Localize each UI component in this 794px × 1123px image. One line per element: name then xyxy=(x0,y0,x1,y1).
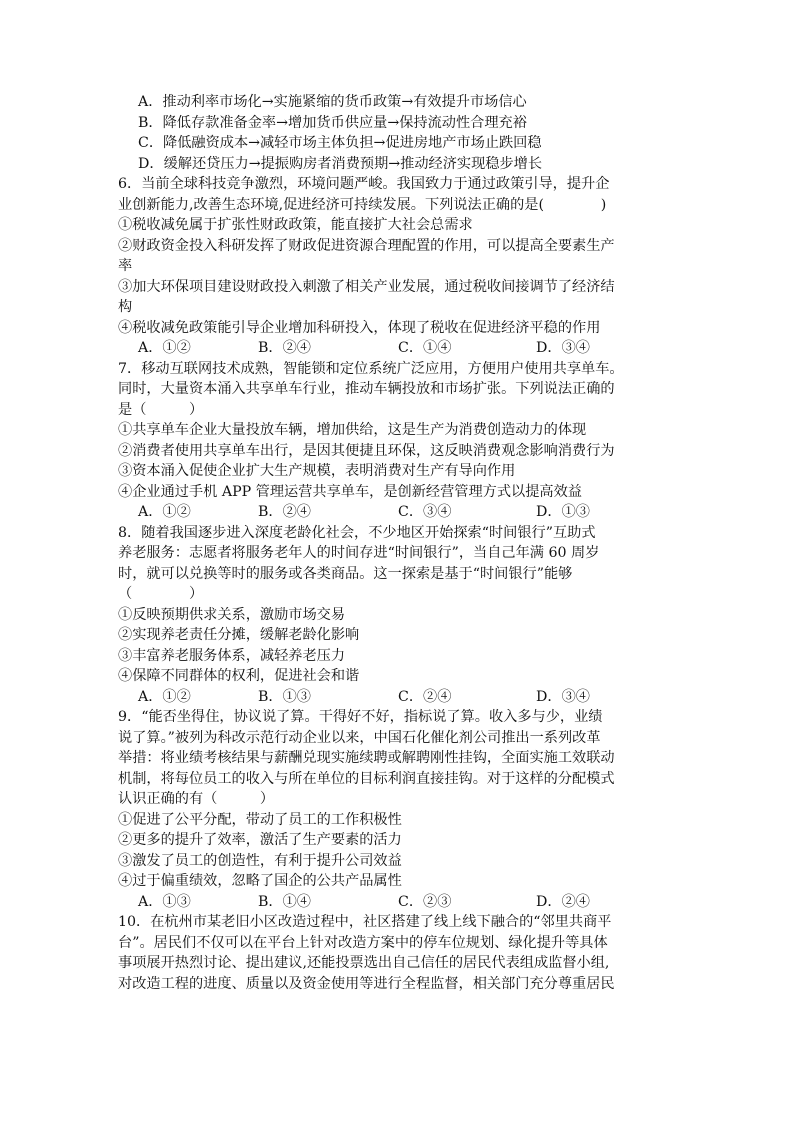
q9-choice-b: B．①④ xyxy=(258,893,311,910)
q7-choice-b: B．②④ xyxy=(258,504,311,520)
q7-choices xyxy=(118,502,680,523)
q8-stem-line: （ ） xyxy=(118,586,204,602)
q8-item: ②实现养老责任分摊，缓解老龄化影响 xyxy=(118,627,360,643)
q6-stem-line: 业创新能力,改善生态环境,促进经济可持续发展。下列说法正确的是( ) xyxy=(118,196,607,213)
q9-stem-line: 认识正确的有（ ） xyxy=(118,791,275,807)
q9-item: ②更多的提升了效率，激活了生产要素的活力 xyxy=(118,832,402,848)
q6-item: 率 xyxy=(118,258,133,274)
q7-stem-line: 同时，大量资本涌入共享单车行业，推动车辆投放和市场扩张。下列说法正确的 xyxy=(118,381,615,397)
q9-choice-c: C．②③ xyxy=(398,893,452,910)
q8-item: ①反映预期供求关系，激励市场交易 xyxy=(118,606,346,623)
q6-choices xyxy=(118,338,680,359)
q9-stem-line: 举措：将业绩考核结果与薪酬兑现实施续聘或解聘刚性挂钩，全面实施工效联动 xyxy=(118,750,615,766)
question-10 xyxy=(118,912,680,994)
q7-stem-line: 是（ ） xyxy=(118,401,204,418)
q7-choice-c: C．③④ xyxy=(398,504,452,520)
q9-item: ③激发了员工的创造性，有利于提升公司效益 xyxy=(118,852,402,869)
q6-item: ①税收减免属于扩张性财政政策，能直接扩大社会总需求 xyxy=(118,217,473,233)
q8-item: ③丰富养老服务体系，减轻养老压力 xyxy=(118,647,346,664)
q7-item: ③资本涌入促使企业扩大生产规模，表明消费对生产有导向作用 xyxy=(118,463,516,479)
page-content xyxy=(118,92,680,994)
q9-stem-line: 说了算。”被列为科改示范行动企业以来，中国石化催化剂公司推出一系列改革 xyxy=(118,729,601,746)
q9-item: ④过于偏重绩效，忽略了国企的公共产品属性 xyxy=(118,873,402,889)
q9-choices xyxy=(118,892,680,913)
q10-stem-line: 台”。居民们不仅可以在平台上针对改造方案中的停车位规划、绿化提升等具体 xyxy=(118,934,608,951)
question-7 xyxy=(118,359,680,523)
q5-option-c: C．降低融资成本→减轻市场主体负担→促进房地产市场止跌回稳 xyxy=(138,135,542,151)
q8-item: ④保障不同群体的权利，促进社会和谐 xyxy=(118,668,360,684)
q6-choice-a: A．①② xyxy=(138,340,191,356)
q8-choices xyxy=(118,687,680,708)
q8-choice-a: A．①② xyxy=(138,688,191,705)
question-8 xyxy=(118,523,680,708)
q8-stem-line: 时，就可以兑换等时的服务或各类商品。这一探索是基于“时间银行”能够 xyxy=(118,565,573,582)
q8-choice-d: D．③④ xyxy=(536,688,590,705)
q5-option-d: D．缓解还贷压力→提振购房者消费预期→推动经济实现稳步增长 xyxy=(138,155,543,172)
q8-choice-b: B．①③ xyxy=(258,688,311,705)
q7-item: ②消费者使用共享单车出行，是因其便捷且环保，这反映消费观念影响消费行为 xyxy=(118,442,615,459)
q7-item: ④企业通过手机 APP 管理运营共享单车，是创新经营管理方式以提高效益 xyxy=(118,483,582,500)
q9-item: ①促进了公平分配，带动了员工的工作积极性 xyxy=(118,811,402,828)
q6-choice-b: B．②④ xyxy=(258,340,311,356)
q6-stem-line: 6．当前全球科技竞争激烈，环境问题严峻。我国致力于通过政策引导，提升企 xyxy=(118,176,610,192)
q5-option-b: B．降低存款准备金率→增加货币供应量→保持流动性合理充裕 xyxy=(138,114,527,131)
q9-choice-a: A．①③ xyxy=(138,893,191,910)
q9-stem-line: 机制，将每位员工的收入与所在单位的目标利润直接挂钩。对于这样的分配模式 xyxy=(118,770,615,787)
q5-option-a: A．推动利率市场化→实施紧缩的货币政策→有效提升市场信心 xyxy=(138,94,527,110)
q6-item: ④税收减免政策能引导企业增加科研投入，体现了税收在促进经济平稳的作用 xyxy=(118,319,601,336)
q10-stem-line: 10．在杭州市某老旧小区改造过程中，社区搭建了线上线下融合的“邻里共商平 xyxy=(118,914,612,930)
q10-stem-line: 事项展开热烈讨论、提出建议,还能投票选出自己信任的居民代表组成监督小组, xyxy=(118,955,610,971)
q8-stem-line: 养老服务：志愿者将服务老年人的时间存进“时间银行”，当自己年满 60 周岁 xyxy=(118,545,600,561)
question-9 xyxy=(118,707,680,912)
q9-stem-line: 9．“能否坐得住，协议说了算。干得好不好，指标说了算。收入多与少，业绩 xyxy=(118,709,603,725)
q7-item: ①共享单车企业大量投放车辆，增加供给，这是生产为消费创造动力的体现 xyxy=(118,422,587,438)
q6-item: ③加大环保项目建设财政投入刺激了相关产业发展，通过税收间接调节了经济结 xyxy=(118,278,615,295)
q6-item: ②财政资金投入科研发挥了财政促进资源合理配置的作用，可以提高全要素生产 xyxy=(118,237,615,254)
q6-item: 构 xyxy=(118,299,133,315)
q6-choice-c: C．①④ xyxy=(398,340,452,356)
q7-choice-d: D．①③ xyxy=(536,504,590,520)
question-6 xyxy=(118,174,680,359)
q6-choice-d: D．③④ xyxy=(536,340,590,356)
q8-stem-line: 8．随着我国逐步进入深度老龄化社会，不少地区开始探索“时间银行”互助式 xyxy=(118,524,596,541)
q7-stem-line: 7．移动互联网技术成熟，智能锁和定位系统广泛应用，方便用户使用共享单车。 xyxy=(118,360,624,377)
q10-stem-line: 对改造工程的进度、质量以及资金使用等进行全程监督，相关部门充分尊重居民 xyxy=(118,975,615,992)
q7-choice-a: A．①② xyxy=(138,504,191,520)
q9-choice-d: D．②④ xyxy=(536,893,590,910)
q8-choice-c: C．②④ xyxy=(398,688,452,705)
